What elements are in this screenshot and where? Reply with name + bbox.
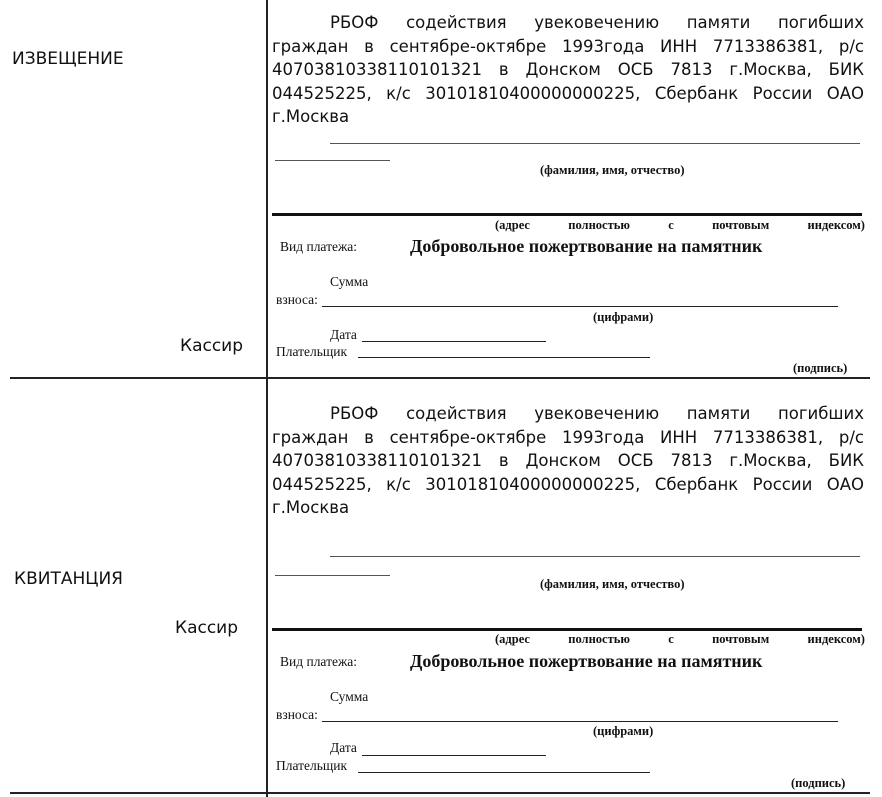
receipt-payee-line1: РБОФ содействия увековечению памяти погибших — [330, 404, 864, 423]
notice-payee-details — [272, 11, 864, 129]
notice-title: ИЗВЕЩЕНИЕ — [12, 49, 124, 69]
bottom-border — [10, 792, 870, 794]
notice-fio-line-2[interactable] — [275, 160, 390, 161]
receipt-signature-field[interactable] — [358, 772, 650, 773]
receipt-payment-purpose: Добровольное пожертвование на памятник — [410, 651, 763, 671]
notice-date-field[interactable] — [362, 341, 546, 342]
notice-date-label: Дата — [330, 327, 357, 342]
receipt-title: КВИТАНЦИЯ — [14, 569, 123, 589]
notice-digits-caption: (цифрами) — [593, 310, 654, 324]
receipt-payee-details — [272, 402, 864, 520]
receipt-address-line[interactable] — [272, 628, 862, 631]
notice-amount-label-2: взноса: — [276, 292, 318, 307]
receipt-payment-type-label: Вид платежа: — [280, 654, 358, 669]
notice-payee-rest: граждан в сентябре-октябре 1993года ИНН 7713386381, р/с 40703810338110101321 в Донском ОСБ 7813 г.Москва, БИК 044525225, к/с 30101810400000000225, Сбербанк России ОАО г.Москва — [272, 36, 864, 126]
notice-payment-purpose: Добровольное пожертвование на памятник — [410, 236, 763, 256]
notice-payee-line1: РБОФ содействия увековечению памяти погибших — [330, 13, 864, 32]
receipt-digits-caption: (цифрами) — [593, 724, 654, 738]
notice-signature-field[interactable] — [358, 357, 650, 358]
receipt-signature-caption: (подпись) — [791, 776, 846, 790]
receipt-fio-line-1[interactable] — [330, 556, 860, 557]
receipt-address-caption: (адрес полностью с почтовым индексом) — [495, 632, 865, 646]
notice-payment-type-label: Вид платежа: — [280, 239, 358, 254]
receipt-fio-line-2[interactable] — [275, 575, 390, 576]
notice-address-caption: (адрес полностью с почтовым индексом) — [495, 218, 865, 232]
receipt-amount-field[interactable] — [322, 721, 838, 722]
receipt-cashier-label: Кассир — [175, 618, 239, 638]
notice-amount-label: Сумма — [330, 274, 369, 289]
notice-fio-caption: (фамилия, имя, отчество) — [540, 163, 685, 177]
notice-payer-label: Плательщик — [276, 344, 348, 359]
receipt-amount-label: Сумма — [330, 689, 369, 704]
receipt-payee-rest: граждан в сентябре-октябре 1993года ИНН 7713386381, р/с 40703810338110101321 в Донском ОСБ 7813 г.Москва, БИК 044525225, к/с 30101810400000000225, Сбербанк России ОАО г.Москва — [272, 427, 864, 517]
vertical-divider — [266, 0, 268, 797]
notice-signature-caption: (подпись) — [793, 361, 848, 375]
notice-cashier-label: Кассир — [180, 336, 244, 356]
notice-address-line[interactable] — [272, 213, 862, 216]
receipt-amount-label-2: взноса: — [276, 707, 318, 722]
notice-fio-line-1[interactable] — [330, 143, 860, 144]
notice-amount-field[interactable] — [322, 306, 838, 307]
receipt-fio-caption: (фамилия, имя, отчество) — [540, 577, 685, 591]
receipt-date-label: Дата — [330, 740, 357, 755]
receipt-date-field[interactable] — [362, 755, 546, 756]
section-divider — [10, 377, 870, 379]
receipt-payer-label: Плательщик — [276, 758, 348, 773]
